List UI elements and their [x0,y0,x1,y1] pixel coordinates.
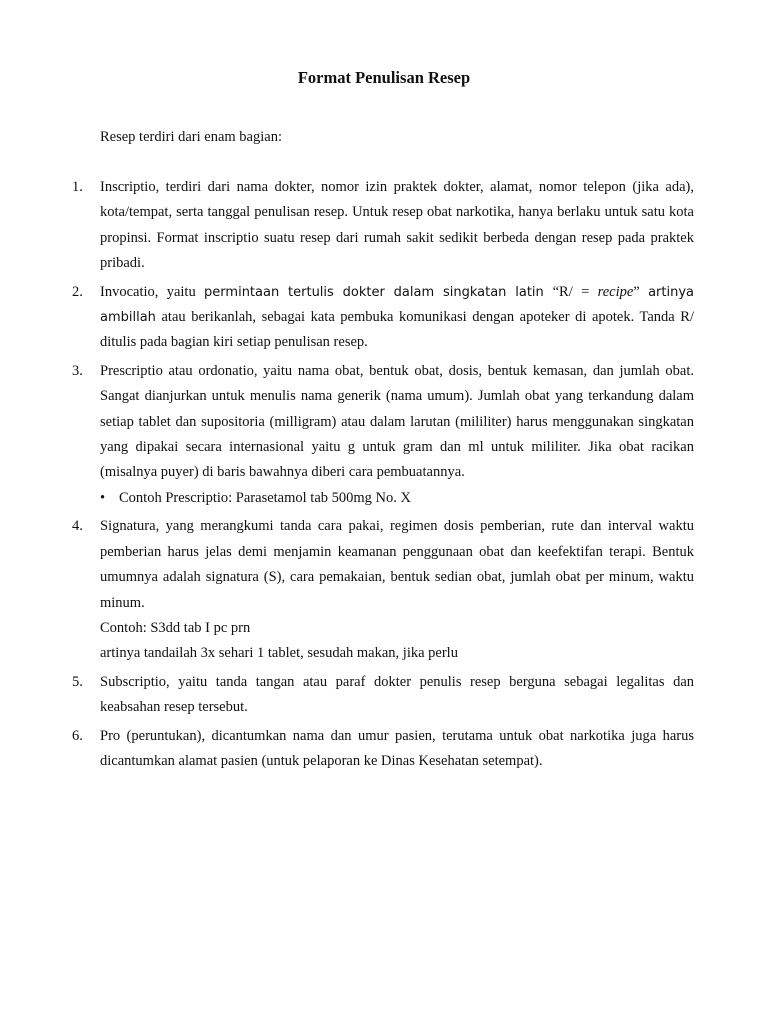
text-segment-italic: recipe [597,283,634,300]
list-item-inscriptio [0,175,768,277]
list-item-invocatio [0,280,768,356]
list-item-text: Inscriptio, terdiri dari nama dokter, nomor izin praktek dokter, alamat, nomor telepon (jika ada), kota/tempat, serta tanggal penulisan resep. Untuk resep obat narkotika, hanya berlaku untuk satu kota propinsi. Format inscriptio suatu resep dari rumah sakit sedikit berbeda dengan resep pada praktek pribadi. [100,179,694,272]
list-item-pro [0,724,768,775]
text-segment: artinya ambillah [100,284,694,326]
bullet-icon: • [100,489,106,506]
prescription-parts-list [0,175,768,777]
bullet-item [100,486,768,511]
list-item-number: 1. [72,179,83,195]
list-item-number: 2. [72,283,83,300]
list-item-signatura [0,514,768,666]
text-segment: “R/ = [552,283,598,300]
text-segment: permintaan tertulis dokter dalam singkatan latin [204,284,553,300]
text-segment: Invocatio, yaitu [100,283,205,300]
example-meaning-line: artinya tandailah 3x sehari 1 tablet, sesudah makan, jika perlu [100,645,458,662]
list-item-number: 3. [72,362,83,379]
list-item-number: 6. [72,727,83,744]
list-item-text: Pro (peruntukan), dicantumkan nama dan umur pasien, terutama untuk obat narkotika juga harus dicantumkan alamat pasien (untuk pelaporan ke Dinas Kesehatan setempat). [100,727,694,769]
text-segment: ” [633,283,649,300]
bullet-text: Contoh Prescriptio: Parasetamol tab 500mg No. X [119,489,411,506]
example-line: Contoh: S3dd tab I pc prn [100,619,251,636]
list-item-number: 5. [72,673,83,690]
list-item-text: Signatura, yang merangkumi tanda cara pakai, regimen dosis pemberian, rute dan interval waktu pemberian harus jelas demi menjamin keamanan penggunaan obat dan keefektifan terapi. Bentuk umumnya adalah signatura (S), cara pemakaian, bentuk sedian obat, jumlah obat per minum, waktu minum. [100,518,694,611]
list-item-prescriptio [0,359,768,511]
list-item-subscriptio [0,670,768,721]
text-segment: atau berikanlah, sebagai kata pembuka komunikasi dengan apoteker di apotek. Tanda R/ ditulis pada bagian kiri setiap penulisan resep. [100,309,694,351]
list-item-text: Subscriptio, yaitu tanda tangan atau paraf dokter penulis resep berguna sebagai legalitas dan keabsahan resep tersebut. [100,673,694,716]
list-item-number: 4. [72,518,83,535]
list-item-text: Prescriptio atau ordonatio, yaitu nama obat, bentuk obat, dosis, bentuk kemasan, dan jumlah obat. Sangat dianjurkan untuk menulis nama generik (nama umum). Jumlah obat yang terkandung dalam setiap tablet dan supositoria (milligram) atau dalam larutan (mililiter) harus menggunakan singkatan yang dipakai secara internasional yaitu g untuk gram dan ml untuk mililiter. Jika obat racikan (misalnya puyer) di baris bawahnya diberi cara pembuatannya. [100,362,694,481]
list-item-text [100,280,694,356]
document-title: Format Penulisan Resep [297,68,471,87]
intro-text: Resep terdiri dari enam bagian: [100,129,282,145]
